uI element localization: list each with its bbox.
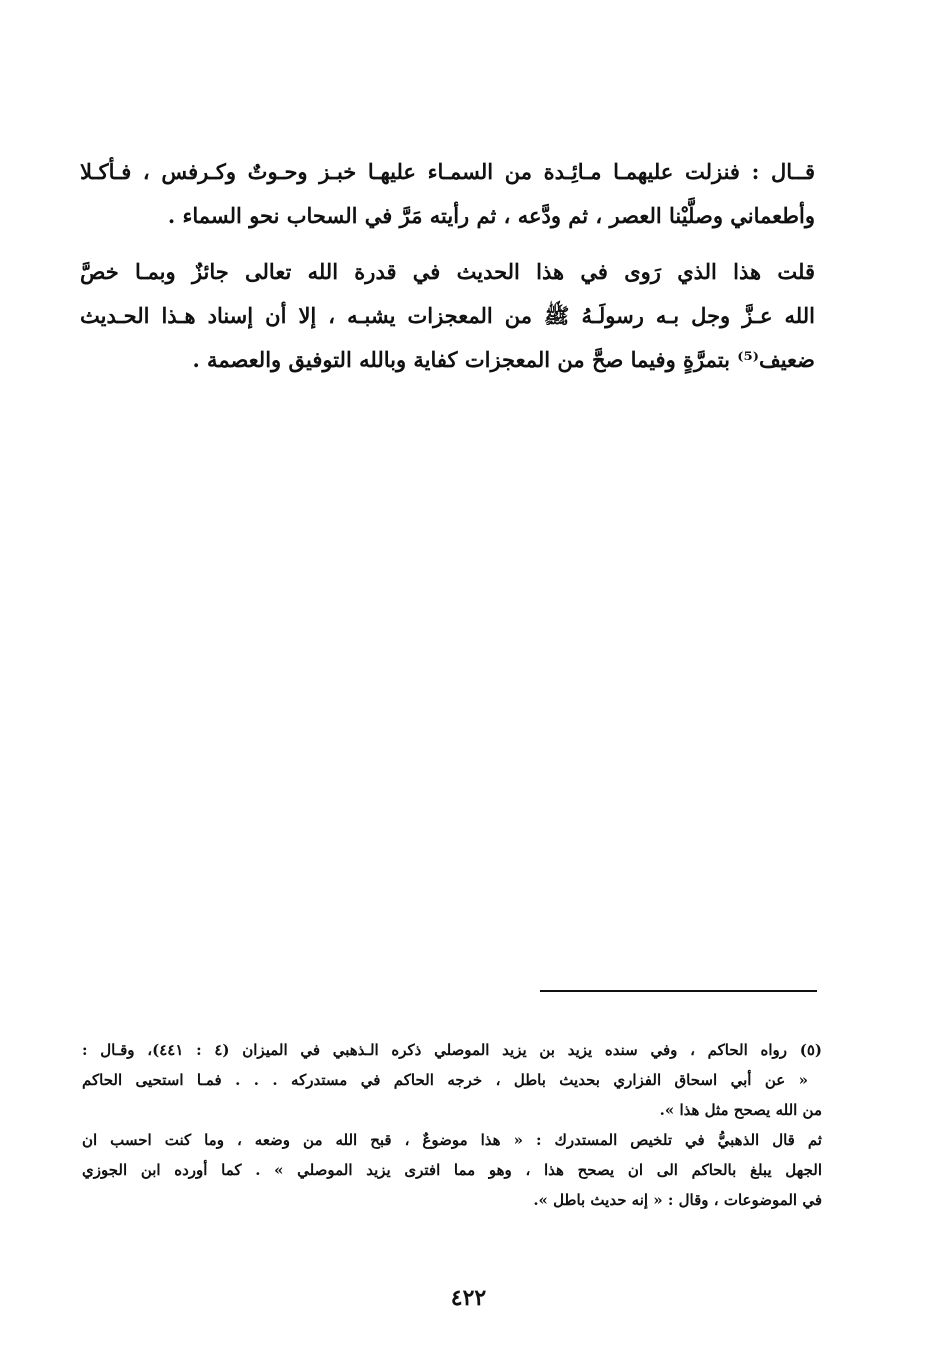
text-line: قلت هذا الذي رَوى في هذا الحديث في قدرة الله تعالى جائزٌ وبمـا خصَّ [80,259,815,284]
text-line: قــال : فنزلت عليهمـا مـائِـدة من السمـاء عليهـا خبـز وحـوتٌ وكـرفس ، فـأكـلا [80,159,815,184]
text-line: وأطعماني وصلَّيْنا العصر ، ثم ودَّعه ، ثم رأيته مَرَّ في السحاب نحو السماء . [167,203,815,228]
footnote-line: (٥) رواه الحاكم ، وفي سنده يزيد بن يزيد الموصلي ذكره الـذهبي في الميزان (٤ : ٤٤١)، وقـال : [82,1041,823,1059]
text-line: الله عـزَّ وجل بـه رسولَـهُ ﷺ من المعجزات يشبـه ، إلا أن إسناد هـذا الحـديث [80,303,815,328]
text-line: ضعيف⁽⁵⁾ بتمرَّةٍ وفيما صحَّ من المعجزات كفاية وبالله التوفيق والعصمة . [192,347,815,372]
paragraph-1 [80,150,815,238]
footnote-line: ثم قال الذهبيُّ في تلخيص المستدرك : « هذا موضوعٌ ، قبح الله من وضعه ، وما كنت احسب ان [82,1131,822,1149]
footnotes [82,1035,822,1215]
footnote-line: في الموضوعات ، وقال : « إنه حديث باطل ». [533,1191,822,1209]
page-number: ٤٢٢ [450,1285,487,1311]
footnote-line: « عن أبي اسحاق الفزاري بحديث باطل ، خرجه الحاكم في مستدركه . . . فمـا استحيى الحاكم [82,1071,808,1089]
footnote-separator [540,990,817,992]
main-text [80,150,815,394]
paragraph-2 [80,250,815,382]
footnote-line: الجهل يبلغ بالحاكم الى ان يصحح هذا ، وهو مما افترى يزيد الموصلي » . كما أورده ابن الجوزي [82,1161,822,1179]
footnote-line: من الله يصحح مثل هذا ». [659,1101,822,1119]
